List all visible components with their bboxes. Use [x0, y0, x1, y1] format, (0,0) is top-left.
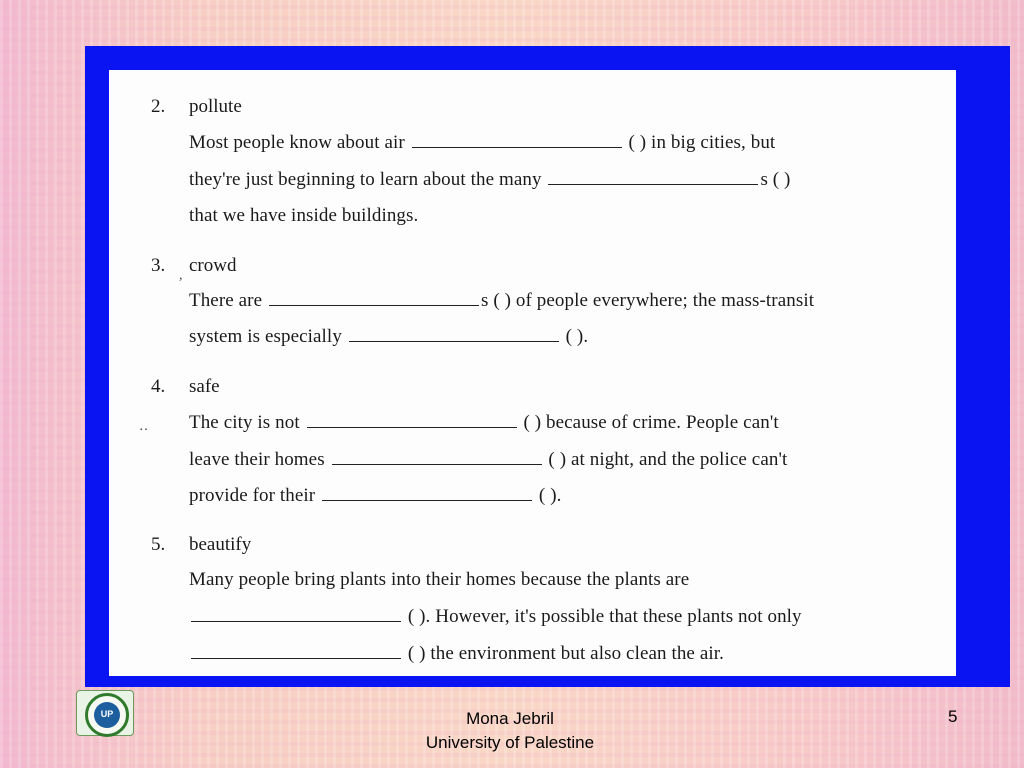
- scan-speck: ‥: [139, 419, 149, 434]
- footer-credit: [410, 707, 610, 755]
- answer-blank[interactable]: [412, 147, 622, 148]
- item-word: safe: [189, 376, 220, 397]
- logo-text: UP: [100, 709, 114, 719]
- footer-author: Mona Jebril: [466, 709, 554, 728]
- exercise-line: provide for their ( ).: [189, 485, 562, 506]
- worksheet-page: [109, 70, 956, 676]
- item-number: 4.: [151, 376, 166, 397]
- item-word: crowd: [189, 255, 237, 276]
- exercise-line: that we have inside buildings.: [189, 205, 419, 226]
- scan-speck: ,: [179, 268, 183, 283]
- answer-blank[interactable]: [191, 621, 401, 622]
- exercise-line: There are s ( ) of people everywhere; the mass-transit: [189, 290, 815, 311]
- answer-blank[interactable]: [349, 341, 559, 342]
- logo-emblem: [94, 702, 120, 728]
- item-number: 5.: [151, 534, 166, 555]
- answer-blank[interactable]: [307, 427, 517, 428]
- item-number: 3.: [151, 255, 166, 276]
- slide-number: 5: [948, 707, 958, 726]
- exercise-line: leave their homes ( ) at night, and the police can't: [189, 449, 788, 470]
- footer-institution: University of Palestine: [425, 733, 595, 752]
- exercise-line: Many people bring plants into their homes because the plants are: [189, 569, 690, 590]
- answer-blank[interactable]: [269, 305, 479, 306]
- answer-blank[interactable]: [548, 184, 758, 185]
- exercise-line: Most people know about air ( ) in big cities, but: [189, 132, 776, 153]
- logo-ring: [85, 693, 129, 737]
- slide-frame: [85, 46, 1010, 687]
- answer-blank[interactable]: [332, 464, 542, 465]
- university-logo: [76, 690, 134, 736]
- exercise-line: they're just beginning to learn about the many s ( ): [189, 169, 791, 190]
- exercise-line: system is especially ( ).: [189, 326, 589, 347]
- exercise-line: ( ) the environment but also clean the air.: [189, 643, 724, 665]
- item-word: beautify: [189, 534, 252, 555]
- exercise-line: ( ). However, it's possible that these plants not only: [189, 606, 802, 628]
- exercise-line: The city is not ( ) because of crime. People can't: [189, 412, 779, 433]
- item-number: 2.: [151, 96, 166, 117]
- answer-blank[interactable]: [191, 658, 401, 659]
- answer-blank[interactable]: [322, 500, 532, 501]
- item-word: pollute: [189, 96, 242, 117]
